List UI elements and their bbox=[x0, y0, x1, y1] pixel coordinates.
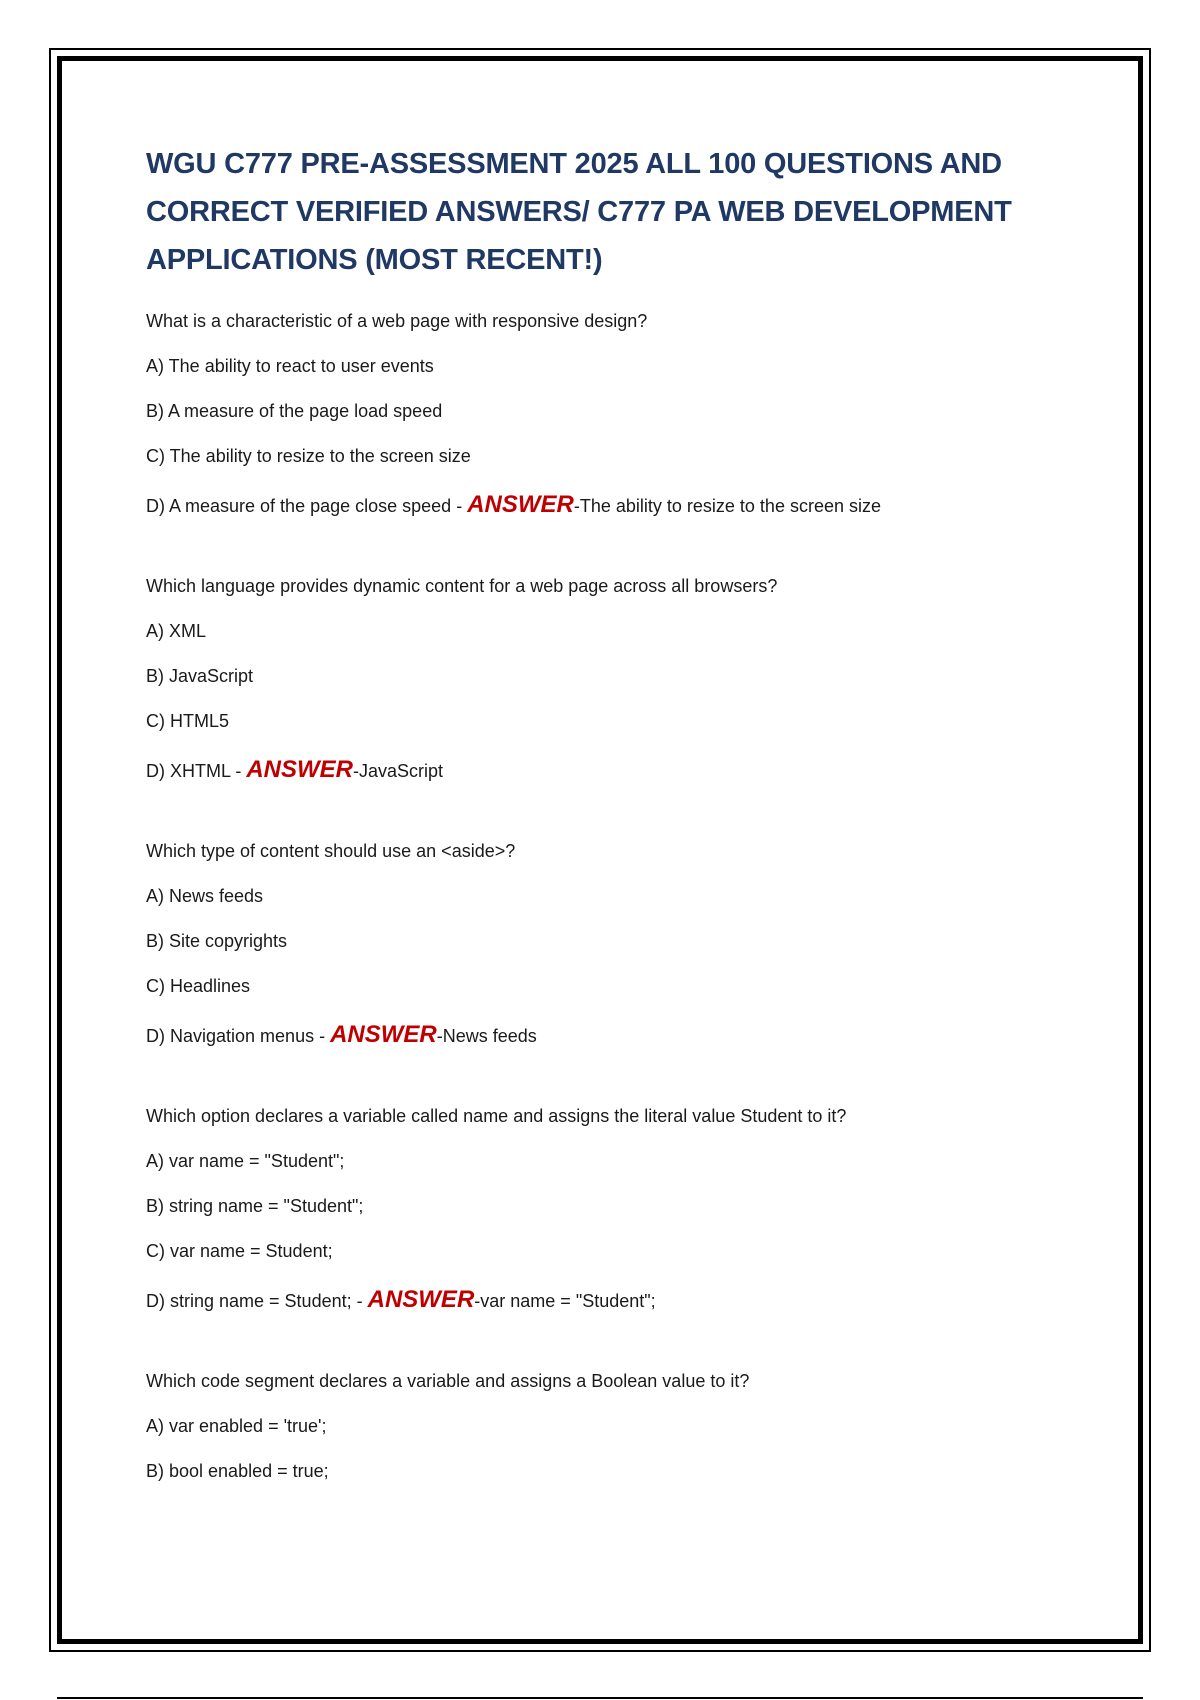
option-a: A) News feeds bbox=[146, 886, 264, 906]
option-d-with-answer bbox=[146, 1285, 1066, 1316]
question-text: Which option declares a variable called name and assigns the literal value Student to it? bbox=[146, 1106, 847, 1126]
option-b: B) string name = "Student"; bbox=[146, 1196, 364, 1216]
page-divider bbox=[57, 1697, 1143, 1699]
option-d-with-answer bbox=[146, 490, 1066, 521]
answer-text: -JavaScript bbox=[353, 761, 444, 781]
option-a: A) var enabled = 'true'; bbox=[146, 1416, 327, 1436]
question-block bbox=[146, 1105, 1066, 1316]
question-text: What is a characteristic of a web page with responsive design? bbox=[146, 311, 648, 331]
answer-label: ANSWER bbox=[330, 1021, 437, 1048]
answer-text: -The ability to resize to the screen size bbox=[573, 496, 881, 516]
option-d: D) A measure of the page close speed - bbox=[146, 496, 468, 516]
question-text: Which type of content should use an <aside>? bbox=[146, 841, 516, 861]
answer-label: ANSWER bbox=[246, 756, 353, 783]
option-c: C) HTML5 bbox=[146, 711, 230, 731]
option-c: C) var name = Student; bbox=[146, 1241, 333, 1261]
option-b: B) A measure of the page load speed bbox=[146, 401, 443, 421]
answer-label: ANSWER bbox=[367, 1286, 475, 1313]
question-text: Which language provides dynamic content for a web page across all browsers? bbox=[146, 576, 778, 596]
option-d: D) string name = Student; - bbox=[146, 1291, 368, 1311]
option-d-with-answer bbox=[146, 755, 1066, 786]
option-b: B) Site copyrights bbox=[146, 931, 288, 951]
question-text: Which code segment declares a variable and assigns a Boolean value to it? bbox=[146, 1371, 750, 1391]
option-d: D) Navigation menus - bbox=[146, 1026, 331, 1046]
option-b: B) JavaScript bbox=[146, 666, 254, 686]
answer-text: -var name = "Student"; bbox=[474, 1291, 656, 1311]
document-title: WGU C777 PRE-ASSESSMENT 2025 ALL 100 QUESTIONS AND CORRECT VERIFIED ANSWERS/ C777 PA WEB DEVELOPMENT APPLICATIONS (MOST RECENT!) bbox=[146, 148, 1012, 276]
question-block bbox=[146, 1370, 1066, 1482]
answer-label: ANSWER bbox=[467, 491, 574, 518]
question-block bbox=[146, 310, 1066, 521]
option-d: D) XHTML - bbox=[146, 761, 247, 781]
question-block bbox=[146, 575, 1066, 786]
option-c: C) Headlines bbox=[146, 976, 251, 996]
option-a: A) XML bbox=[146, 621, 207, 641]
option-b: B) bool enabled = true; bbox=[146, 1461, 329, 1481]
answer-text: -News feeds bbox=[436, 1026, 537, 1046]
option-c: C) The ability to resize to the screen size bbox=[146, 446, 471, 466]
option-a: A) The ability to react to user events bbox=[146, 356, 434, 376]
option-a: A) var name = "Student"; bbox=[146, 1151, 345, 1171]
question-block bbox=[146, 840, 1066, 1051]
option-d-with-answer bbox=[146, 1020, 1066, 1051]
document-body bbox=[146, 140, 1066, 1536]
